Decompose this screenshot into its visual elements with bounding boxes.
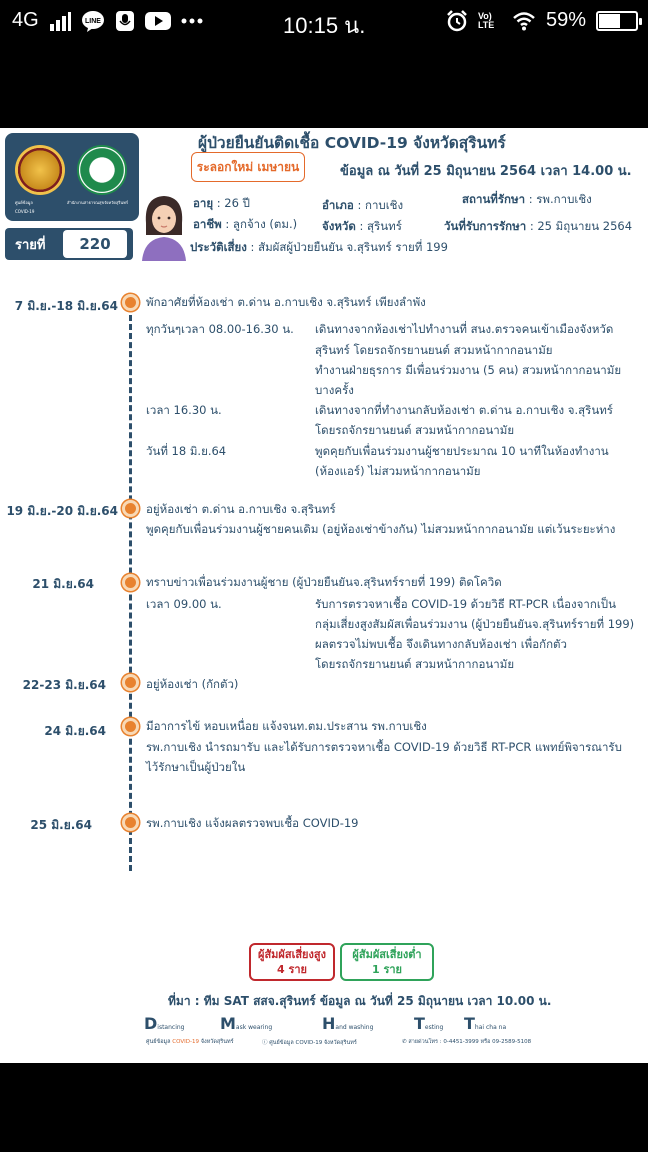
battery-percent: 59%	[545, 9, 586, 31]
timeline-text: ทำงานฝ่ายธุรการ มีเพื่อนร่วมงาน (5 คน) สวมหน้ากากอนามัย	[315, 363, 622, 377]
case-number: 220	[63, 230, 127, 258]
timeline-date: 25 มิ.ย.64	[30, 818, 92, 832]
hospital-value: : รพ.กาบเชิง	[528, 192, 592, 206]
timeline-dot	[122, 294, 139, 311]
dmhtt-testing	[414, 1014, 443, 1033]
timeline-time: ทุกวันๆเวลา 08.00-16.30 น.	[146, 322, 294, 336]
timeline-date: 21 มิ.ย.64	[32, 577, 94, 591]
svg-text:LINE: LINE	[84, 17, 101, 25]
province-label: จังหวัด	[322, 219, 356, 233]
covid-case-poster	[0, 128, 648, 1063]
dmhtt-letter: T	[464, 1014, 475, 1033]
admit-value: : 25 มิถุนายน 2564	[529, 219, 633, 233]
hospital-field	[462, 191, 592, 209]
timeline-text: โดยรถจักรยานยนต์ สวมหน้ากากอนามัย	[315, 423, 515, 437]
district-value: : กาบเชิง	[357, 198, 404, 212]
high-risk-contacts	[249, 943, 335, 981]
timeline-text: โดยรถจักรยานยนต์ สวมหน้ากากอนามัย	[315, 657, 515, 671]
timeline-text: รับการตรวจหาเชื้อ COVID-19 ด้วยวิธี RT-PCR เนื่องจากเป็น	[315, 597, 616, 611]
youtube-icon	[145, 11, 171, 31]
case-number-bar	[5, 228, 133, 260]
dmhtt-word: istancing	[157, 1024, 185, 1031]
poster-title: ผู้ป่วยยืนยันติดเชื้อ COVID-19 จังหวัดสุรินทร์	[198, 134, 506, 152]
timeline-text: มีอาการไข้ หอบเหนื่อย แจ้งจนท.ตม.ประสาน รพ.กาบเชิง	[146, 719, 427, 733]
dmhtt-letter: D	[144, 1014, 158, 1033]
timeline-date: 7 มิ.ย.-18 มิ.ย.64	[14, 299, 118, 313]
battery-level	[599, 14, 620, 28]
dmhtt-word: and washing	[335, 1024, 374, 1031]
ministry-health-logo	[77, 145, 127, 195]
footer-info-text: ศูนย์ข้อมูล COVID-19 จังหวัดสุรินทร์	[269, 1040, 357, 1046]
footer-center-c: จังหวัดสุรินทร์	[200, 1039, 234, 1045]
district-field	[322, 197, 403, 215]
status-bar	[0, 0, 648, 46]
network-type: 4G	[12, 9, 39, 31]
timeline-date: 19 มิ.ย.-20 มิ.ย.64	[6, 504, 118, 518]
low-risk-contacts	[340, 943, 434, 981]
timeline-time: เวลา 09.00 น.	[146, 597, 222, 611]
occupation-label: อาชีพ	[193, 217, 222, 231]
timeline-text: ผลตรวจไม่พบเชื้อ จึงเดินทางกลับห้องเช่า เพื่อกักตัว	[315, 637, 567, 651]
low-risk-count: 1 ราย	[371, 963, 402, 976]
province-field	[322, 218, 402, 236]
alarm-icon	[446, 10, 468, 32]
high-risk-count: 4 ราย	[276, 963, 307, 976]
timeline-time: เวลา 16.30 น.	[146, 403, 222, 417]
timeline-text: เดินทางจากที่ทำงานกลับห้องเช่า ต.ด่าน อ.กาบเชิง จ.สุรินทร์	[315, 403, 613, 417]
timeline-date: 24 มิ.ย.64	[44, 724, 106, 738]
volte-indicator: Vo) LTE	[477, 10, 495, 30]
timeline-dot	[122, 674, 139, 691]
timeline-dot	[122, 500, 139, 517]
risk-history	[190, 239, 448, 257]
timeline-dot	[122, 574, 139, 591]
more-icon	[181, 18, 203, 24]
footer-info: ⓘ ศูนย์ข้อมูล COVID-19 จังหวัดสุรินทร์	[262, 1040, 357, 1046]
data-source: ที่มา : ทีม SAT สสจ.สุรินทร์ ข้อมูล ณ วันที่ 25 มิถุนายน เวลา 10.00 น.	[168, 994, 552, 1008]
occupation-value: : ลูกจ้าง (ตม.)	[225, 217, 298, 231]
province-value: : สุรินทร์	[359, 219, 402, 233]
case-label: รายที่	[15, 238, 46, 253]
patient-avatar-icon	[140, 191, 188, 261]
timeline-dot	[122, 814, 139, 831]
timeline-text: อยู่ห้องเช่า ต.ด่าน อ.กาบเชิง จ.สุรินทร์	[146, 502, 336, 516]
wifi-icon	[512, 11, 536, 31]
logo-caption: ศูนย์ข้อมูล	[15, 200, 33, 205]
logo-caption: COVID-19	[15, 209, 35, 214]
dmhtt-handwashing	[322, 1014, 373, 1033]
footer-center	[146, 1038, 234, 1046]
timeline-text: (ห้องแอร์) ไม่สวมหน้ากากอนามัย	[315, 464, 481, 478]
age-value: : 26 ปี	[216, 196, 250, 210]
timeline-dot	[122, 718, 139, 735]
footer-center-b: COVID-19	[172, 1039, 199, 1045]
timeline-text: รพ.กาบเชิง แจ้งผลตรวจพบเชื้อ COVID-19	[146, 816, 359, 830]
logo-panel	[5, 133, 139, 221]
risk-label: ประวัติเสี่ยง	[190, 240, 247, 254]
timeline-text: พูดคุยกับเพื่อนร่วมงานผู้ชายคนเดิม (อยู่ห้องเช่าข้างกัน) ไม่สวมหน้ากากอนามัย แต่เว้นระยะห่าง	[146, 522, 616, 536]
provincial-seal	[15, 145, 65, 195]
timeline-text: อยู่ห้องเช่า (กักตัว)	[146, 677, 239, 691]
dmhtt-word: ask wearing	[235, 1024, 273, 1031]
dmhtt-thaichana	[464, 1014, 506, 1033]
low-risk-label: ผู้สัมผัสเสี่ยงต่ำ	[352, 948, 422, 961]
data-date: ข้อมูล ณ วันที่ 25 มิถุนายน 2564 เวลา 14.00 น.	[340, 164, 632, 179]
clock: 10:15 น.	[283, 13, 366, 38]
dmhtt-letter: T	[414, 1014, 425, 1033]
district-label: อำเภอ	[322, 198, 354, 212]
age-label: อายุ	[193, 196, 214, 210]
dmhtt-word: hai cha na	[474, 1024, 507, 1031]
age-field	[193, 195, 250, 213]
timeline-text: เดินทางจากห้องเช่าไปทำงานที่ สนง.ตรวจคนเข้าเมืองจังหวัด	[315, 322, 614, 336]
timeline-text: ไว้รักษาเป็นผู้ป่วยใน	[146, 760, 246, 774]
dmhtt-mask	[220, 1014, 272, 1033]
footer-hotline-text: สายด่วนโทร : 0-4451-3999 หรือ 09-2589-5108	[408, 1039, 532, 1045]
dmhtt-letter: H	[322, 1014, 336, 1033]
timeline-date: 22-23 มิ.ย.64	[22, 678, 106, 692]
dmhtt-word: esting	[424, 1024, 444, 1031]
timeline-text: ทราบข่าวเพื่อนร่วมงานผู้ชาย (ผู้ป่วยยืนยันจ.สุรินทร์รายที่ 199) ติดโควิด	[146, 575, 502, 589]
timeline-time: วันที่ 18 มิ.ย.64	[146, 444, 227, 458]
footer-center-a: ศูนย์ข้อมูล	[146, 1039, 171, 1045]
timeline-text: พูดคุยกับเพื่อนร่วมงานผู้ชายประมาณ 10 นาทีในห้องทำงาน	[315, 444, 609, 458]
admit-date-field	[444, 218, 632, 236]
podcast-icon	[115, 10, 135, 32]
wave-badge: ระลอกใหม่ เมษายน	[191, 152, 305, 182]
timeline-text: รพ.กาบเชิง นำรถมารับ และได้รับการตรวจหาเชื้อ COVID-19 ด้วยวิธี RT-PCR แพทย์พิจารณารับ	[146, 740, 622, 754]
occupation-field	[193, 216, 297, 234]
dmhtt-letter: M	[220, 1014, 236, 1033]
battery-icon	[596, 11, 638, 31]
footer-hotline: ✆ สายด่วนโทร : 0-4451-3999 หรือ 09-2589-5108	[402, 1039, 532, 1045]
admit-label: วันที่รับการรักษา	[444, 219, 527, 233]
timeline-text: พักอาศัยที่ห้องเช่า ต.ด่าน อ.กาบเชิง จ.สุรินทร์ เพียงลำพัง	[146, 295, 426, 309]
high-risk-label: ผู้สัมผัสเสี่ยงสูง	[258, 948, 326, 961]
hospital-label: สถานที่รักษา	[462, 192, 526, 206]
status-left	[12, 9, 203, 32]
signal-icon	[49, 11, 71, 31]
status-right	[446, 9, 638, 32]
dmhtt-distancing	[144, 1014, 184, 1033]
line-app-icon	[81, 10, 105, 32]
logo-caption: สำนักงานสาธารณสุขจังหวัดสุรินทร์	[67, 200, 129, 205]
risk-value: : สัมผัสผู้ป่วยยืนยัน จ.สุรินทร์ รายที่ 199	[250, 240, 448, 254]
timeline-text: บางครั้ง	[315, 383, 354, 397]
timeline-text: กลุ่มเสี่ยงสูงสัมผัสเพื่อนร่วมงาน (ผู้ป่วยยืนยันจ.สุรินทร์รายที่ 199)	[315, 617, 635, 631]
timeline-text: สุรินทร์ โดยรถจักรยานยนต์ สวมหน้ากากอนามัย	[315, 343, 553, 357]
